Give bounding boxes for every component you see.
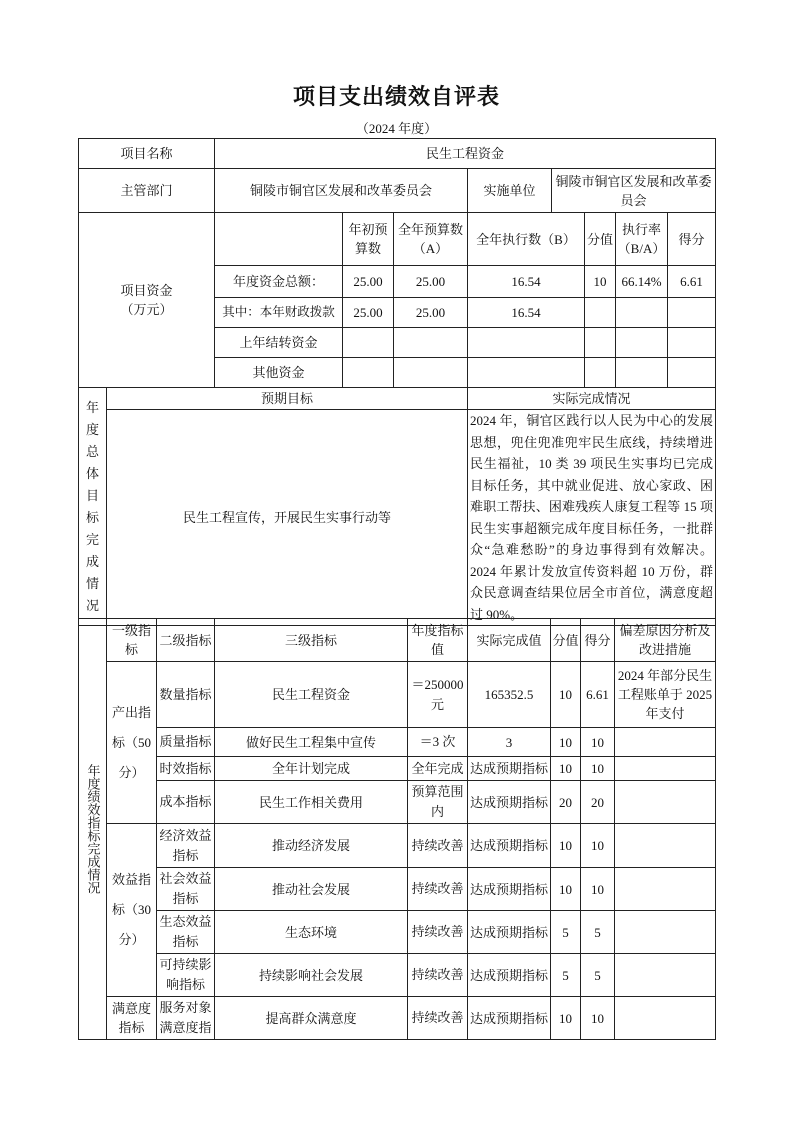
funds-executed — [468, 358, 585, 388]
funds-annual — [394, 328, 468, 358]
deviation-note — [615, 954, 716, 997]
level2-indicator: 成本指标 — [157, 781, 215, 824]
score-value: 10 — [551, 824, 581, 868]
level3-indicator: 民生工程资金 — [215, 662, 408, 728]
score: 20 — [581, 781, 615, 824]
target-value: 持续改善 — [408, 868, 468, 911]
funds-rate — [616, 358, 668, 388]
indicator-row — [79, 781, 716, 824]
level3-indicator: 全年计划完成 — [215, 757, 408, 781]
deviation-note — [615, 781, 716, 824]
actual-value: 达成预期指标 — [468, 757, 551, 781]
score-value: 20 — [551, 781, 581, 824]
level2-indicator: 社会效益指标 — [157, 868, 215, 911]
indicators-header: 年度指标值 — [408, 619, 468, 662]
level1-indicator: 产出指标（50 分） — [107, 662, 157, 824]
indicators-header: 三级指标 — [215, 619, 408, 662]
deviation-note — [615, 868, 716, 911]
deviation-note — [615, 757, 716, 781]
actual-value: 达成预期指标 — [468, 997, 551, 1040]
actual-value: 达成预期指标 — [468, 824, 551, 868]
level2-indicator: 数量指标 — [157, 662, 215, 728]
actual-value: 达成预期指标 — [468, 911, 551, 954]
level3-indicator: 提高群众满意度 — [215, 997, 408, 1040]
level2-indicator: 质量指标 — [157, 728, 215, 757]
funds-executed: 16.54 — [468, 266, 585, 298]
level3-indicator: 做好民生工程集中宣传 — [215, 728, 408, 757]
deviation-note — [615, 824, 716, 868]
funds-header: 执行率（B/A） — [616, 213, 668, 266]
funds-row-name: 年度资金总额： — [215, 266, 343, 298]
score: 10 — [581, 757, 615, 781]
level1-indicator: 满意度指标 — [107, 997, 157, 1040]
goals-table — [78, 387, 716, 626]
funds-score-value — [585, 358, 616, 388]
funds-annual — [394, 358, 468, 388]
score-value: 10 — [551, 997, 581, 1040]
indicator-row — [79, 728, 716, 757]
target-value: 持续改善 — [408, 954, 468, 997]
funds-initial: 25.00 — [343, 266, 394, 298]
actual-value: 3 — [468, 728, 551, 757]
actual-value: 达成预期指标 — [468, 781, 551, 824]
score: 6.61 — [581, 662, 615, 728]
score-value: 10 — [551, 728, 581, 757]
actual-completion: 2024 年，铜官区践行以人民为中心的发展思想，兜住兜准兜牢民生底线，持续增进民生福祉，10 类 39 项民生实事均已完成目标任务，其中就业促进、放心家政、困难职工帮扶、困难残疾人康复工程等 15 项民生实事超额完成年度目标任务，一批群众“急难愁盼”的身边事得到有效解决。2024 年累计发放宣传资料超 10 万份，群众民意调查结果位居全市首位，满意度超过 90%。 — [468, 410, 716, 626]
target-value: ＝250000元 — [408, 662, 468, 728]
deviation-note — [615, 911, 716, 954]
funds-score: 6.61 — [668, 266, 716, 298]
score-value: 10 — [551, 868, 581, 911]
score-value: 10 — [551, 757, 581, 781]
actual-value: 165352.5 — [468, 662, 551, 728]
score: 10 — [581, 824, 615, 868]
goals-label: 年度总体目标完成情况 — [79, 388, 107, 626]
score-value: 5 — [551, 954, 581, 997]
indicator-row — [79, 954, 716, 997]
indicator-row — [79, 911, 716, 954]
page-title: 项目支出绩效自评表 — [292, 84, 500, 109]
funds-header-blank — [215, 213, 343, 266]
funds-row-name: 其他资金 — [215, 358, 343, 388]
project-name-label: 项目名称 — [79, 139, 215, 169]
indicators-header: 实际完成值 — [468, 619, 551, 662]
unit-label: 实施单位 — [468, 169, 552, 213]
level2-indicator: 时效指标 — [157, 757, 215, 781]
funds-rate: 66.14% — [616, 266, 668, 298]
funds-score-value — [585, 298, 616, 328]
score: 10 — [581, 997, 615, 1040]
level2-indicator: 经济效益指标 — [157, 824, 215, 868]
level2-indicator: 生态效益指标 — [157, 911, 215, 954]
funds-score-value — [585, 328, 616, 358]
funds-row-name: 其中：本年财政拨款 — [215, 298, 343, 328]
funds-row-name: 上年结转资金 — [215, 328, 343, 358]
indicator-row — [79, 662, 716, 728]
deviation-note: 2024 年部分民生工程账单于 2025 年支付 — [615, 662, 716, 728]
level2-indicator: 服务对象满意度指 — [157, 997, 215, 1040]
funds-initial — [343, 328, 394, 358]
indicator-row — [79, 824, 716, 868]
expected-goal: 民生工程宣传，开展民生实事行动等 — [107, 410, 468, 626]
indicators-label: 年度绩效指标完成情况 — [79, 619, 107, 1040]
unit-value: 铜陵市铜官区发展和改革委员会 — [552, 169, 716, 213]
funds-label: 项目资金（万元） — [79, 213, 215, 388]
expected-header: 预期目标 — [107, 388, 468, 410]
funds-initial: 25.00 — [343, 298, 394, 328]
project-name: 民生工程资金 — [215, 139, 716, 169]
actual-value: 达成预期指标 — [468, 868, 551, 911]
target-value: 预算范围内 — [408, 781, 468, 824]
target-value: 持续改善 — [408, 824, 468, 868]
indicators-header: 偏差原因分析及改进措施 — [615, 619, 716, 662]
dept-label: 主管部门 — [79, 169, 215, 213]
target-value: 全年完成 — [408, 757, 468, 781]
deviation-note — [615, 997, 716, 1040]
funds-score-value: 10 — [585, 266, 616, 298]
indicator-row — [79, 757, 716, 781]
funds-executed: 16.54 — [468, 298, 585, 328]
funds-annual: 25.00 — [394, 266, 468, 298]
indicator-row — [79, 997, 716, 1040]
level3-indicator: 持续影响社会发展 — [215, 954, 408, 997]
funds-rate — [616, 298, 668, 328]
actual-value: 达成预期指标 — [468, 954, 551, 997]
level1-indicator: 效益指标（30 分） — [107, 824, 157, 997]
indicators-header: 一级指标 — [107, 619, 157, 662]
score: 5 — [581, 954, 615, 997]
score-value: 5 — [551, 911, 581, 954]
funds-header: 全年预算数（A） — [394, 213, 468, 266]
score: 10 — [581, 868, 615, 911]
actual-header: 实际完成情况 — [468, 388, 716, 410]
level3-indicator: 推动经济发展 — [215, 824, 408, 868]
funds-rate — [616, 328, 668, 358]
funds-header: 年初预算数 — [343, 213, 394, 266]
level2-indicator: 可持续影响指标 — [157, 954, 215, 997]
target-value: 持续改善 — [408, 997, 468, 1040]
score-value: 10 — [551, 662, 581, 728]
basic-funds-table — [78, 138, 716, 388]
level3-indicator: 推动社会发展 — [215, 868, 408, 911]
indicators-header: 分值 — [551, 619, 581, 662]
target-value: ＝3 次 — [408, 728, 468, 757]
indicators-table — [78, 618, 716, 1040]
funds-executed — [468, 328, 585, 358]
deviation-note — [615, 728, 716, 757]
funds-score — [668, 358, 716, 388]
level3-indicator: 生态环境 — [215, 911, 408, 954]
indicators-header: 得分 — [581, 619, 615, 662]
score: 5 — [581, 911, 615, 954]
funds-header: 全年执行数（B） — [468, 213, 585, 266]
level3-indicator: 民生工作相关费用 — [215, 781, 408, 824]
funds-header: 得分 — [668, 213, 716, 266]
indicators-header: 二级指标 — [157, 619, 215, 662]
dept-value: 铜陵市铜官区发展和改革委员会 — [215, 169, 468, 213]
funds-annual: 25.00 — [394, 298, 468, 328]
target-value: 持续改善 — [408, 911, 468, 954]
funds-score — [668, 298, 716, 328]
funds-header: 分值 — [585, 213, 616, 266]
score: 10 — [581, 728, 615, 757]
funds-initial — [343, 358, 394, 388]
funds-score — [668, 328, 716, 358]
indicator-row — [79, 868, 716, 911]
page-subtitle: （2024 年度） — [355, 121, 438, 136]
